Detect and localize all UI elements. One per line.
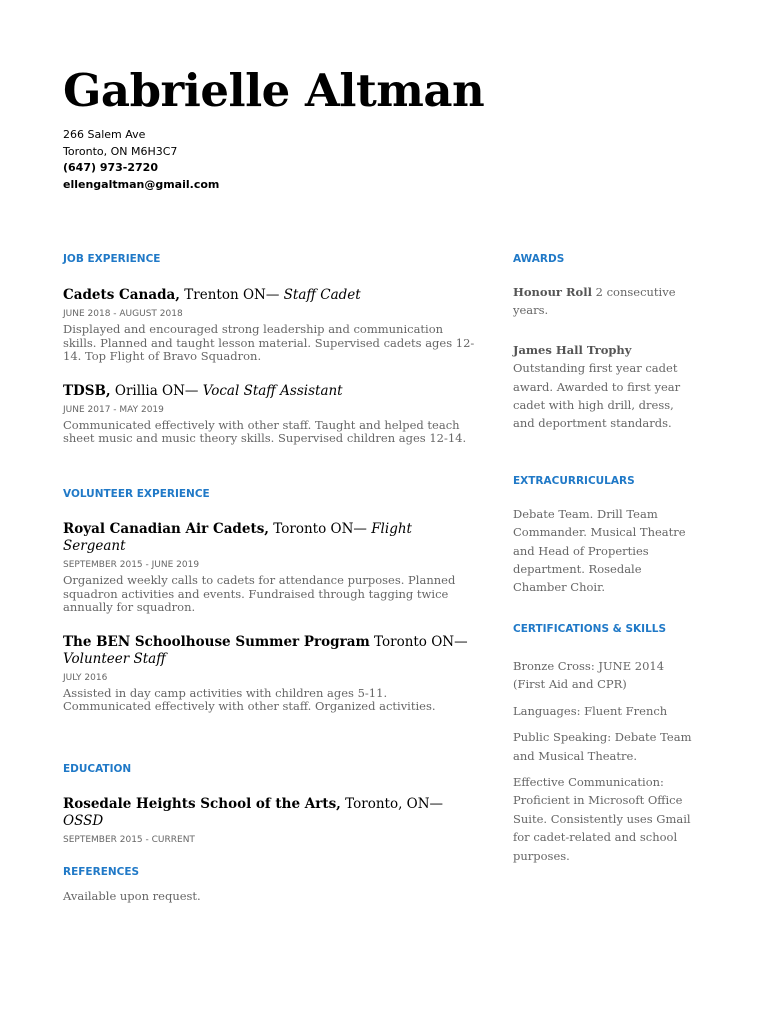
phone-number: (647) 973-2720 [63,161,158,174]
job-location: Orillia ON— [110,382,203,399]
volunteer-location: Toronto ON— [369,633,468,650]
education-section [63,760,478,847]
job-experience-section [63,250,478,446]
address-line-2: Toronto, ON M6H3C7 [63,144,178,158]
volunteer-dates: JULY 2016 [63,672,108,683]
job-dates: JUNE 2018 - AUGUST 2018 [63,309,183,319]
contact-block [63,127,219,193]
job-position: Vocal Staff Assistant [202,382,343,399]
section-title-volunteer-experience: VOLUNTEER EXPERIENCE [63,487,210,500]
section-title-references: REFERENCES [63,865,140,878]
certification-item: Public Speaking: Debate Team and Musical Theatre. [513,730,692,763]
certification-item: Languages: Fluent French [513,703,668,718]
award-item [513,283,693,320]
volunteer-position: Volunteer Staff [63,650,166,667]
section-title-job-experience: JOB EXPERIENCE [63,253,161,265]
education-item [63,796,478,847]
volunteer-description: Assisted in day camp activities with children ages 5-11. Communicated effectively with other staff. Organized activities. [63,685,436,714]
education-dates: SEPTEMBER 2015 - CURRENT [63,834,195,845]
volunteer-location: Toronto ON— [269,520,372,537]
volunteer-position: Flight Sergeant [63,520,412,554]
volunteer-title-line [63,521,478,555]
education-credential: OSSD [63,812,104,829]
job-location: Trenton ON— [180,287,284,303]
job-description: Communicated effectively with other staff. Taught and helped teach sheet music and music theory skills. Supervised children ages 12-14. [63,417,467,446]
education-title-line [63,796,478,830]
volunteer-title-line [63,634,478,668]
education-school: Rosedale Heights School of the Arts, [63,795,341,812]
volunteer-experience-section [63,485,478,714]
references-section [63,863,478,905]
award-name: Honour Roll [513,285,592,299]
certifications-section [513,620,693,865]
volunteer-dates: SEPTEMBER 2015 - JUNE 2019 [63,559,200,570]
section-title-extracurriculars: EXTRACURRICULARS [513,474,635,487]
extracurriculars-section [513,472,693,597]
job-description: Displayed and encouraged strong leadership and communication skills. Planned and taught lesson material. Supervised cadets ages 12-14. Top Flight of Bravo Squadron. [63,322,475,364]
section-title-education: EDUCATION [63,762,132,775]
job-org: TDSB, [63,382,111,399]
awards-section [513,250,693,433]
certification-item: Effective Communication: Proficient in Microsoft Office Suite. Consistently uses Gmail for cadet-related and school purposes. [513,774,691,863]
job-title-line [63,287,478,304]
volunteer-description: Organized weekly calls to cadets for attendance purposes. Planned squadron activities and events. Fundraised through tagging twice annually for squadron. [63,572,456,615]
volunteer-item [63,634,478,714]
email-address: ellengaltman@gmail.com [63,177,220,191]
volunteer-org: The BEN Schoolhouse Summer Program [63,633,370,650]
job-item [63,287,478,364]
certification-item: Bronze Cross: JUNE 2014 (First Aid and CPR) [513,658,665,692]
section-title-awards: AWARDS [513,253,565,265]
award-description: 2 consecutive years. [513,285,676,318]
references-text: Available upon request. [63,888,201,903]
award-item [513,341,693,433]
education-location: Toronto, ON— [340,795,444,812]
address-line-1: 266 Salem Ave [63,128,146,141]
section-title-certifications: CERTIFICATIONS & SKILLS [513,622,667,635]
job-item [63,383,478,446]
job-position: Staff Cadet [283,287,361,303]
award-name: James Hall Trophy [513,342,632,357]
main-column [63,250,478,905]
volunteer-org: Royal Canadian Air Cadets, [63,520,270,537]
job-dates: JUNE 2017 - MAY 2019 [63,404,164,415]
extracurriculars-text: Debate Team. Drill Team Commander. Musical Theatre and Head of Properties department. Rosedale Chamber Choir. [513,506,686,595]
name-heading: Gabrielle Altman [63,64,485,117]
volunteer-item [63,521,478,615]
job-title-line [63,383,478,400]
sidebar-column [513,250,693,865]
award-description: Outstanding first year cadet award. Awarded to first year cadet with high drill, dress, and deportment standards. [513,361,681,431]
job-org: Cadets Canada, [63,287,180,303]
